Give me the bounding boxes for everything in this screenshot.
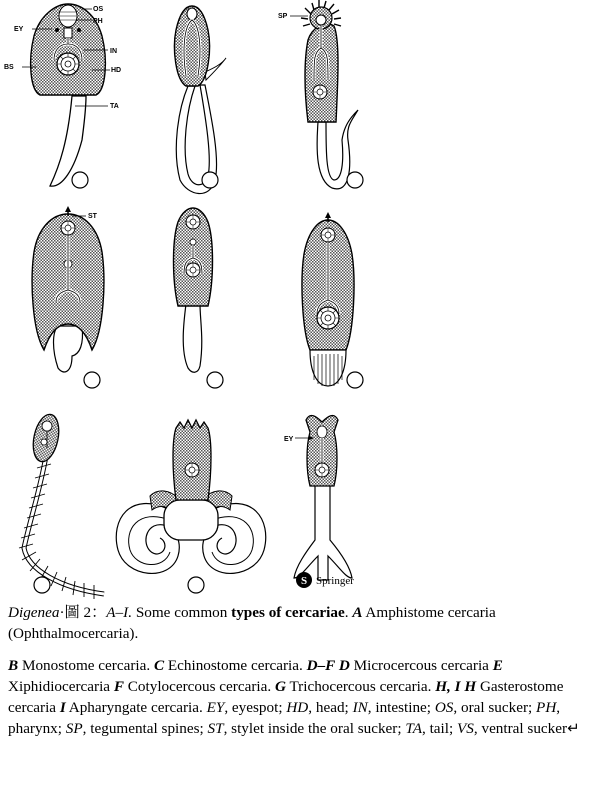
scale-circle xyxy=(347,172,363,188)
caption-body: B Monostome cercaria. C Echinostome cercaria. D–F D Microcercous cercaria E Xiphidiocercaria F Cotylocercous cercaria. G Trichocercous cercaria. H, I H Gasterostome cercaria I Apharyngate cercaria. EY, eyespot; HD, head; IN, intestine; OS, oral sucker; PH, pharynx; SP, tegumental spines; ST, stylet inside the oral sucker; TA, tail; VS, ventral sucker↵ xyxy=(8,657,580,737)
scale-circle xyxy=(84,372,100,388)
cercaria-d-microcercous xyxy=(32,206,104,388)
label-ey-i: EY xyxy=(284,436,294,443)
caption-a-inline: Amphistome cercaria (Ophthalmocercaria). xyxy=(8,604,496,642)
cercaria-h-gasterostome xyxy=(116,420,265,593)
caption-line-1: Digenea·圖 2：A–I. Some common types of cercariae. A Amphistome cercaria (Ophthalmocercaria). xyxy=(8,604,496,642)
figure-caption xyxy=(8,602,604,739)
springer-wordmark: Springer xyxy=(316,575,354,587)
svg-text:S: S xyxy=(300,575,308,587)
label-ta: TA xyxy=(110,103,119,110)
scale-circle xyxy=(347,372,363,388)
cercaria-f-cotylocercous xyxy=(302,212,363,388)
label-bs: BS xyxy=(4,64,14,71)
label-ph: PH xyxy=(93,18,103,25)
cercaria-a-amphistome xyxy=(4,4,121,188)
scale-circle xyxy=(207,372,223,388)
label-in: IN xyxy=(110,48,117,55)
springer-logo xyxy=(296,572,354,588)
cercaria-e-xiphidiocercaria xyxy=(174,208,224,388)
cercaria-g-trichocercous xyxy=(19,412,104,599)
scale-circle xyxy=(202,172,218,188)
label-sp: SP xyxy=(278,13,288,20)
label-ey: EY xyxy=(14,26,24,33)
scale-circle xyxy=(34,577,50,593)
label-hd: HD xyxy=(111,67,122,74)
label-st: ST xyxy=(88,213,97,220)
cercaria-i-apharyngate xyxy=(284,416,352,580)
scale-circle xyxy=(188,577,204,593)
scale-circle xyxy=(72,172,88,188)
cercaria-c-echinostome xyxy=(278,0,363,189)
label-os: OS xyxy=(93,6,104,13)
cercaria-b-monostome xyxy=(174,6,226,194)
